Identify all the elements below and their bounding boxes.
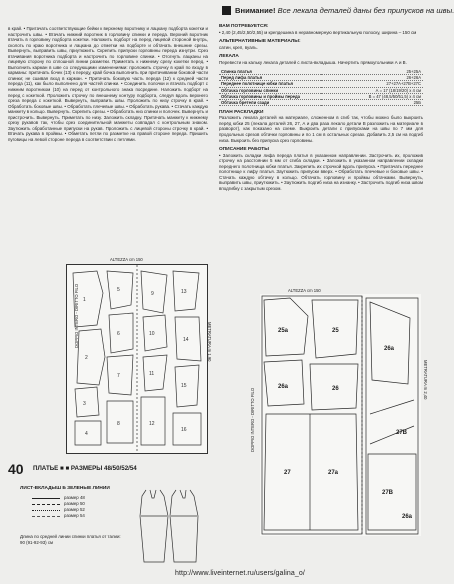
instructions-column-right — [219, 24, 423, 294]
size-legend — [32, 495, 85, 519]
layout2-width-label: ALTEZZA cm 150 — [288, 288, 321, 293]
layout2-piece-label: 25 — [332, 328, 339, 334]
table-cell: В = 47 (48,5/50/51,5) х 4 см — [321, 93, 423, 99]
svg-text:11: 11 — [149, 371, 155, 377]
layout2-piece-label: 27 — [284, 470, 291, 476]
dotted-line-icon — [32, 510, 60, 511]
layout2-piece-label: 27B — [382, 490, 394, 496]
dash-dot-line-icon — [32, 516, 60, 517]
table-cell: 25Б — [321, 99, 423, 105]
pieces-table — [219, 69, 423, 106]
dress-sketch-icon — [130, 486, 210, 566]
source-url: http://www.liveinternet.ru/users/galina_o/ — [175, 570, 305, 577]
header-square-marker — [222, 6, 231, 15]
layout2-piece-label: 26 — [332, 386, 339, 392]
svg-text:1: 1 — [83, 297, 86, 303]
cutting-layout-diagram-1 — [66, 264, 208, 454]
page-header — [222, 4, 454, 18]
model-header — [8, 460, 208, 478]
svg-text:6: 6 — [117, 331, 120, 337]
length-note-values: 90 (91-92-93) см — [20, 539, 54, 545]
pattern-sheet-label: ЛИСТ-ВКЛАДЫШ Б ЗЕЛЕНЫЕ ЛИНИИ — [20, 486, 110, 491]
table-cell: 25+25А — [321, 69, 423, 75]
size-label: размер 54 — [64, 513, 85, 518]
table-cell: Перед лифа платья — [219, 75, 321, 81]
alt-materials-text: сатин, креп, вуаль. — [219, 44, 258, 50]
svg-text:12: 12 — [149, 421, 155, 427]
instructions-column-left — [8, 26, 208, 259]
size-label: размер 50 — [64, 501, 85, 506]
size-label: размер 52 — [64, 507, 85, 512]
cutting-text: Разложить лекала деталей на материале, сложенном в сгиб так, чтобы можно было выкроить перёд юбки 25 (лекала деталей 26, 27, А и два раза лекало детали В разложить на материале в разворот), как показано на схеме. Выкроить детали с припусками на швы по 7 мм для продольных срезов обтачки горловины и по 1 см в остальных срезах. Добавить 2,5 см на подгиб низа. Выкроить без припуска срез горловины. — [219, 115, 423, 143]
table-cell: А = 17 (18/19/20) х 4 см — [321, 87, 423, 93]
svg-text:16: 16 — [181, 427, 187, 433]
cutting-layout-diagram-2 — [260, 294, 421, 536]
header-text — [235, 4, 454, 17]
table-row — [219, 99, 423, 105]
table-cell: Обтачка горловины и проймы переда — [219, 93, 321, 99]
table-cell: Спинка платья — [219, 69, 321, 75]
materials-text: • 2,40 (2,45/2,50/2,55) м крепдешина в неравномерную вертикальную полоску, ширина – 150 см — [219, 29, 417, 35]
alt-materials-heading: АЛЬТЕРНАТИВНЫЕ МАТЕРИАЛЫ: — [219, 39, 301, 45]
solid-line-icon — [32, 498, 60, 499]
dashed-line-icon — [32, 504, 60, 505]
table-cell: 26+26А — [321, 75, 423, 81]
layout2-side-left-label: DOPPIO INTERO - DIRITTO FILO — [250, 387, 255, 452]
svg-text:8: 8 — [117, 421, 120, 427]
cutting-heading: ПЛАН РАСКЛАДКИ — [219, 109, 264, 115]
model-number: 40 — [8, 461, 24, 477]
header-subtitle: Все лекала деталей даны без припусков на швы. — [277, 6, 454, 15]
table-cell: 27+27А+27В+27С — [321, 81, 423, 87]
table-cell: Обтачка бретели сзади — [219, 99, 321, 105]
patterns-text: Перевести на кальку лекала деталей с листа-вкладыша. Начертить прямоугольники А и В. — [219, 59, 407, 65]
patterns-heading: ЛЕКАЛА — [219, 54, 239, 60]
svg-text:5: 5 — [117, 287, 120, 293]
length-note-text: Длина по средней линии спинки платья от талии: — [20, 534, 121, 539]
layout2-piece-label: 27a — [328, 470, 339, 476]
svg-text:15: 15 — [181, 383, 187, 389]
work-heading: ОПИСАНИЕ РАБОТЫ — [219, 147, 269, 153]
svg-text:10: 10 — [149, 331, 155, 337]
svg-text:9: 9 — [151, 291, 154, 297]
materials-heading: ВАМ ПОТРЕБУЕТСЯ: — [219, 24, 269, 29]
header-title: Внимание! — [235, 6, 276, 15]
svg-text:3: 3 — [83, 401, 86, 407]
table-cell: Обтачка горловины спинки — [219, 87, 321, 93]
svg-text:2: 2 — [85, 355, 88, 361]
size-legend-item — [32, 513, 85, 519]
svg-text:14: 14 — [183, 337, 189, 343]
layout1-drawing — [67, 265, 207, 453]
layout1-width-label: ALTEZZA cm 150 — [110, 257, 143, 262]
model-name: ПЛАТЬЕ ■ ■ РАЗМЕРЫ 48/50/52/54 — [33, 465, 137, 472]
table-cell: Переднее полотнище юбки платья — [219, 81, 321, 87]
layout1-side-left-label: DOPPIO INTERO - DIRITTO FILO — [74, 283, 79, 348]
size-label: размер 48 — [64, 495, 85, 500]
layout2-piece-label: 26a — [402, 514, 413, 520]
layout2-piece-label: 27B — [396, 430, 408, 436]
layout2-drawing — [260, 294, 421, 536]
svg-text:7: 7 — [117, 373, 120, 379]
layout2-piece-label: 26a — [278, 384, 289, 390]
instructions-paragraph: в край. • Притачать соответствующие бейки к верхнему воротнику и лацкану подборта кокетки и настрочить швы. • Втачать нижний воротник в горловину спинки и переда. Верхний воротник втачать в горловину подборта кокетки. Наложить подборт на перед лицевой стороной внутрь, сколоть по краю воротника и лацкана до отметки на подборте и обтачать внешние срезы. Вывернуть, выправить швы, приутюжить. Скрепить припуски горловины переда изнутри. Срез втачивания воротника подборта и настрочить по горловине спинки. • Отогнуть лацканы на лицевую сторону по сплошной линии разметки. Приметать к нижнему срезу кокетки перед. • Выполнить карман в шве со следующими изменениями: проложить строчку в край по входу в карманы: притачать бочек (13) к переду, край бочка выполнить при притачивании боковой части спинки; не сшивая вход в карман. • Притачать боковую часть переда (12) к средней части переда (11), как было выполнено для частей спинки. • Соединить полочки и втачать подборт с нижним воротником (10) на перед от контрольного знака посредине. Наложить подборт на перед с кокеткой. Проложить строчку по внешнему контуру подборта, следуя вдоль верхнего среза переда с кокеткой. Вывернуть, выправить швы. Проложить по низу строчку в край. • Обработать боковые швы. • Обработать плечевые швы. • Обработать рукава. • Стачать каждую манжету в кольцо. Вывернуть. Скрепить срезы. • Обработать низ спинки и полочек. Вывернуть и пристрочить. Вывернуть. Приметать по низу. Заложить складку. Притачать манжету к нижнему срезу рукавов так, чтобы срез соединительной манжеты совпадал с контрольным знаком. Заутюжить обработанные припуски на рукав. Проложить с лицевой стороны строчку в край. • Втачать рукава в проймы. • Обметать петли по разметке на правой стороне переда. Пришить пуговицы на левой стороне переда в соответствии с петлями. — [8, 26, 208, 142]
work-text: • Заложить складки лифа переда платья в указанном направлении. Застрочить их, проложив строчку на расстоянии 5 мм от сгиба складки. • Заложить в указанном направлении складки переднего полотнища юбки платья. Закрепить их строчкой вдоль припуска. • Притачать переднее полотнище к лифу платья. Заутюжить припуски вверх. • Обработать плечевые и боковые швы. • Стачать каждую обтачку в кольцо. Обтачать горловину и проймы обтачками. Вывернуть, выправить швы, приутюжить. • Заутюжить подгиб низа на изнанку. • Застрочить подгиб низа швом вподгибку с закрытым срезом. — [219, 152, 423, 191]
length-note — [20, 534, 121, 545]
layout2-piece-label: 26a — [384, 346, 395, 352]
svg-text:4: 4 — [85, 431, 88, 437]
layout2-piece-label: 25a — [278, 328, 289, 334]
layout1-side-right-label: METRATURA m 1,90 — [207, 322, 212, 362]
svg-text:13: 13 — [181, 289, 187, 295]
layout2-side-right-label: METRATURA m 2,40 — [423, 360, 428, 400]
